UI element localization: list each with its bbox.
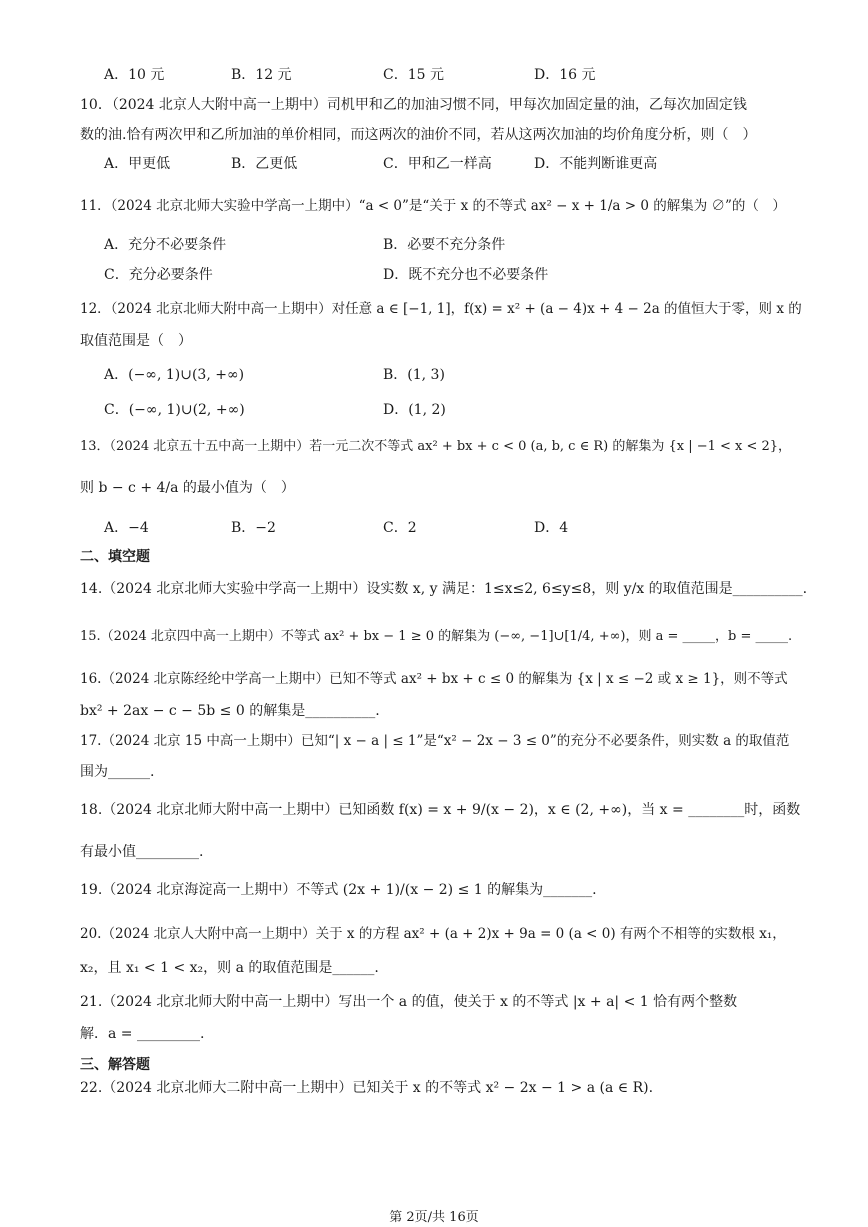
q9-option-c: C．15 元 (383, 67, 444, 83)
q10-option-a: A．甲更低 (104, 156, 171, 172)
q17-line2: 围为______. (80, 764, 155, 780)
q10-option-c: C．甲和乙一样高 (383, 156, 492, 172)
q12-option-a: A．(−∞, 1)∪(3, +∞) (104, 367, 245, 383)
q13-option-c: C．2 (383, 520, 417, 536)
q10-line1: 10．（2024 北京人大附中高一上期中）司机甲和乙的加油习惯不同，甲每次加固定量的油，乙每次加固定钱 (80, 97, 747, 113)
q9-option-a: A．10 元 (104, 67, 165, 83)
q11-option-c: C．充分必要条件 (104, 267, 213, 283)
q13-option-d: D．4 (534, 520, 569, 536)
q11-line1: 11．（2024 北京北师大实验中学高一上期中）“a < 0”是“关于 x 的不等式 ax² − x + 1/a > 0 的解集为 ∅”的（ ） (80, 198, 786, 214)
q19-line: 19.（2024 北京海淀高一上期中）不等式 (2x + 1)/(x − 2) ≤ 1 的解集为_______. (80, 882, 597, 898)
q16-line2: bx² + 2ax − c − 5b ≤ 0 的解集是__________. (80, 703, 380, 719)
q20-line1: 20.（2024 北京人大附中高一上期中）关于 x 的方程 ax² + (a + 2)x + 9a = 0 (a < 0) 有两个不相等的实数根 x₁， (80, 926, 786, 942)
q15-line: 15.（2024 北京四中高一上期中）不等式 ax² + bx − 1 ≥ 0 的解集为 (−∞, −1]∪[1/4, +∞)，则 a = _____，b = _____. (80, 629, 793, 644)
q13-option-a: A．−4 (104, 520, 149, 536)
q11-option-d: D．既不充分也不必要条件 (383, 267, 549, 283)
q11-option-b: B．必要不充分条件 (383, 237, 506, 253)
q14-line: 14.（2024 北京北师大实验中学高一上期中）设实数 x, y 满足：1≤x≤2, 6≤y≤8，则 y/x 的取值范围是__________. (80, 581, 808, 597)
page-number-footer: 第 2页/共 16页 (389, 1210, 479, 1225)
q10-option-b: B．乙更低 (231, 156, 298, 172)
section-fill-in-heading: 二、填空题 (80, 549, 150, 565)
q13-option-b: B．−2 (231, 520, 276, 536)
q12-option-b: B．(1, 3) (383, 367, 445, 383)
q9-option-b: B．12 元 (231, 67, 292, 83)
section-solution-heading: 三、解答题 (80, 1057, 150, 1073)
q20-line2: x₂，且 x₁ < 1 < x₂，则 a 的取值范围是______. (80, 960, 379, 976)
q9-option-d: D．16 元 (534, 67, 596, 83)
q18-line1: 18.（2024 北京北师大附中高一上期中）已知函数 f(x) = x + 9/(x − 2)，x ∈ (2, +∞)，当 x = ________时，函数 (80, 802, 801, 818)
q12-line2: 取值范围是（ ） (80, 333, 192, 349)
q12-line1: 12．（2024 北京北师大附中高一上期中）对任意 a ∈ [−1, 1]，f(x) = x² + (a − 4)x + 4 − 2a 的值恒大于零，则 x 的 (80, 301, 802, 317)
q22-line: 22.（2024 北京北师大二附中高一上期中）已知关于 x 的不等式 x² − 2x − 1 > a (a ∈ R). (80, 1080, 654, 1096)
q12-option-c: C．(−∞, 1)∪(2, +∞) (104, 402, 245, 418)
q16-line1: 16.（2024 北京陈经纶中学高一上期中）已知不等式 ax² + bx + c ≤ 0 的解集为 {x | x ≤ −2 或 x ≥ 1}，则不等式 (80, 671, 788, 687)
q12-option-d: D．(1, 2) (383, 402, 446, 418)
q21-line1: 21.（2024 北京北师大附中高一上期中）写出一个 a 的值，使关于 x 的不等式 |x + a| < 1 恰有两个整数 (80, 994, 738, 1010)
q17-line1: 17.（2024 北京 15 中高一上期中）已知“| x − a | ≤ 1”是“x² − 2x − 3 ≤ 0”的充分不必要条件，则实数 a 的取值范 (80, 733, 790, 749)
q11-option-a: A．充分不必要条件 (104, 237, 227, 253)
q10-line2: 数的油.恰有两次甲和乙所加油的单价相同，而这两次的油价不同，若从这两次加油的均价角度分析，则（ ） (80, 127, 757, 143)
q13-line1: 13．（2024 北京五十五中高一上期中）若一元二次不等式 ax² + bx + c < 0 (a, b, c ∈ R) 的解集为 {x | −1 < x < 2}， (80, 439, 792, 454)
q21-line2: 解．a = _________. (80, 1026, 205, 1042)
q10-option-d: D．不能判断谁更高 (534, 156, 658, 172)
q13-line2: 则 b − c + 4/a 的最小值为（ ） (80, 480, 295, 496)
q18-line2: 有最小值_________. (80, 844, 204, 860)
